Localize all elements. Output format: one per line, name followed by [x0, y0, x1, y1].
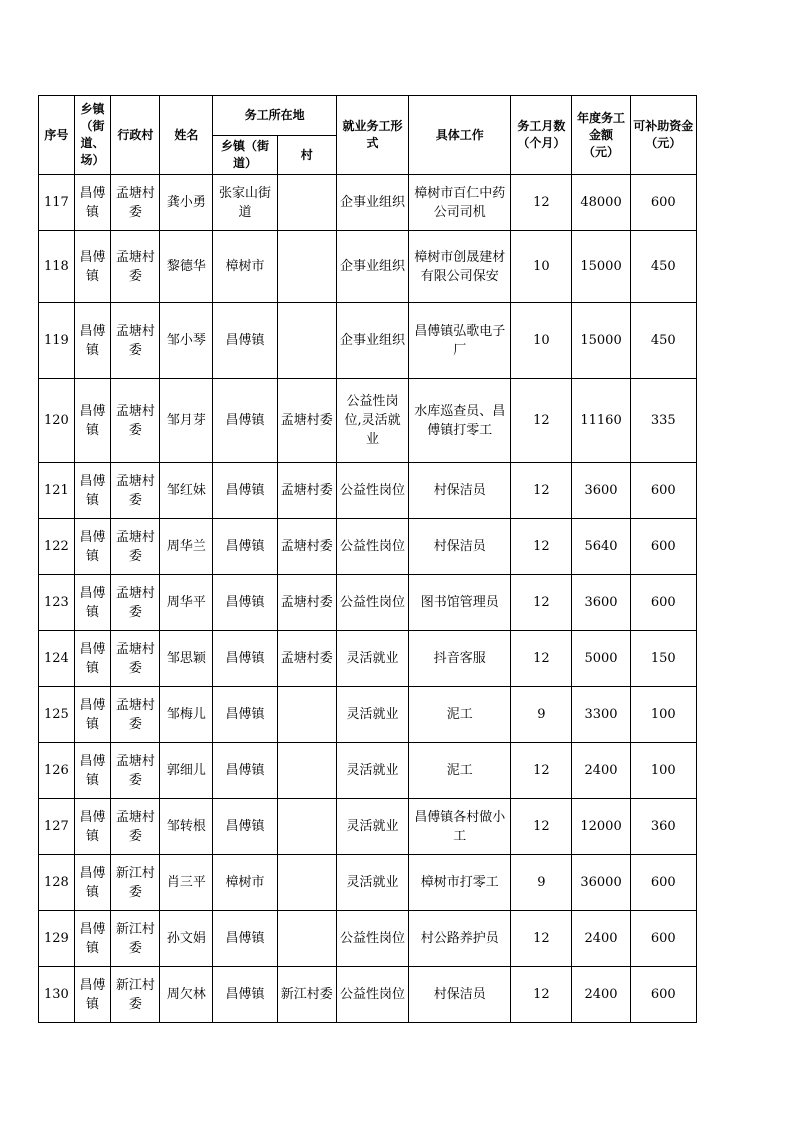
cell-form: 公益性岗位 — [336, 911, 408, 967]
cell-name: 邹小琴 — [160, 303, 213, 379]
cell-loc-town: 昌傅镇 — [213, 575, 277, 631]
cell-job: 樟树市创晟建材有限公司保安 — [409, 231, 511, 303]
cell-name: 周华平 — [160, 575, 213, 631]
header-loc-town: 乡镇（街道） — [213, 136, 277, 175]
cell-village: 孟塘村委 — [111, 631, 160, 687]
cell-loc-town: 昌傅镇 — [213, 519, 277, 575]
cell-village: 孟塘村委 — [111, 687, 160, 743]
cell-seq: 123 — [39, 575, 75, 631]
cell-subsidy: 600 — [630, 967, 696, 1023]
cell-village: 孟塘村委 — [111, 379, 160, 463]
cell-amount: 11160 — [572, 379, 630, 463]
cell-months: 12 — [511, 911, 572, 967]
cell-job: 樟树市百仁中药公司司机 — [409, 175, 511, 231]
table-row — [39, 743, 697, 799]
cell-loc-village: 孟塘村委 — [277, 519, 336, 575]
cell-town: 昌傅镇 — [74, 303, 111, 379]
cell-town: 昌傅镇 — [74, 175, 111, 231]
cell-loc-town: 昌傅镇 — [213, 379, 277, 463]
cell-job: 村公路养护员 — [409, 911, 511, 967]
cell-town: 昌傅镇 — [74, 687, 111, 743]
cell-subsidy: 450 — [630, 231, 696, 303]
cell-loc-town: 昌傅镇 — [213, 631, 277, 687]
cell-job: 图书馆管理员 — [409, 575, 511, 631]
table-row — [39, 687, 697, 743]
cell-seq: 122 — [39, 519, 75, 575]
cell-town: 昌傅镇 — [74, 911, 111, 967]
cell-months: 9 — [511, 687, 572, 743]
cell-seq: 117 — [39, 175, 75, 231]
header-village: 行政村 — [111, 96, 160, 175]
cell-job: 村保洁员 — [409, 519, 511, 575]
table-row — [39, 519, 697, 575]
cell-amount: 3600 — [572, 575, 630, 631]
cell-village: 孟塘村委 — [111, 463, 160, 519]
cell-seq: 125 — [39, 687, 75, 743]
table-row — [39, 463, 697, 519]
cell-months: 10 — [511, 303, 572, 379]
cell-loc-village: 孟塘村委 — [277, 575, 336, 631]
table-row — [39, 855, 697, 911]
cell-form: 灵活就业 — [336, 855, 408, 911]
cell-loc-town: 昌傅镇 — [213, 967, 277, 1023]
table-row — [39, 231, 697, 303]
cell-job: 昌傅镇各村做小工 — [409, 799, 511, 855]
cell-town: 昌傅镇 — [74, 463, 111, 519]
cell-months: 10 — [511, 231, 572, 303]
cell-loc-village — [277, 175, 336, 231]
cell-village: 孟塘村委 — [111, 799, 160, 855]
cell-village: 孟塘村委 — [111, 231, 160, 303]
cell-loc-village — [277, 911, 336, 967]
header-job: 具体工作 — [409, 96, 511, 175]
cell-name: 龚小勇 — [160, 175, 213, 231]
cell-loc-village — [277, 687, 336, 743]
cell-form: 企事业组织 — [336, 231, 408, 303]
table-row — [39, 911, 697, 967]
cell-seq: 119 — [39, 303, 75, 379]
cell-name: 周华兰 — [160, 519, 213, 575]
cell-months: 12 — [511, 575, 572, 631]
cell-subsidy: 600 — [630, 911, 696, 967]
cell-subsidy: 600 — [630, 175, 696, 231]
cell-job: 泥工 — [409, 743, 511, 799]
cell-seq: 128 — [39, 855, 75, 911]
cell-subsidy: 335 — [630, 379, 696, 463]
header-months: 务工月数（个月） — [511, 96, 572, 175]
cell-seq: 126 — [39, 743, 75, 799]
cell-months: 12 — [511, 175, 572, 231]
cell-village: 新江村委 — [111, 855, 160, 911]
cell-months: 12 — [511, 799, 572, 855]
cell-months: 9 — [511, 855, 572, 911]
cell-loc-town: 昌傅镇 — [213, 687, 277, 743]
cell-loc-town: 昌傅镇 — [213, 799, 277, 855]
cell-town: 昌傅镇 — [74, 799, 111, 855]
cell-town: 昌傅镇 — [74, 519, 111, 575]
cell-form: 公益性岗位 — [336, 575, 408, 631]
cell-subsidy: 600 — [630, 575, 696, 631]
cell-town: 昌傅镇 — [74, 743, 111, 799]
cell-name: 邹思颖 — [160, 631, 213, 687]
cell-loc-town: 昌傅镇 — [213, 303, 277, 379]
cell-loc-village — [277, 743, 336, 799]
cell-amount: 2400 — [572, 967, 630, 1023]
cell-loc-town: 张家山街道 — [213, 175, 277, 231]
header-amount: 年度务工金额（元） — [572, 96, 630, 175]
cell-subsidy: 600 — [630, 463, 696, 519]
cell-subsidy: 360 — [630, 799, 696, 855]
table-row — [39, 175, 697, 231]
cell-amount: 2400 — [572, 743, 630, 799]
cell-months: 12 — [511, 519, 572, 575]
cell-form: 公益性岗位 — [336, 967, 408, 1023]
header-seq: 序号 — [39, 96, 75, 175]
header-town: 乡镇（街道、场） — [74, 96, 111, 175]
cell-form: 灵活就业 — [336, 743, 408, 799]
cell-loc-town: 昌傅镇 — [213, 743, 277, 799]
cell-form: 灵活就业 — [336, 799, 408, 855]
cell-form: 灵活就业 — [336, 687, 408, 743]
cell-form: 企事业组织 — [336, 175, 408, 231]
cell-name: 郭细儿 — [160, 743, 213, 799]
cell-seq: 127 — [39, 799, 75, 855]
cell-town: 昌傅镇 — [74, 855, 111, 911]
cell-amount: 48000 — [572, 175, 630, 231]
header-subsidy: 可补助资金（元） — [630, 96, 696, 175]
cell-village: 孟塘村委 — [111, 303, 160, 379]
cell-seq: 124 — [39, 631, 75, 687]
cell-village: 新江村委 — [111, 967, 160, 1023]
cell-form: 公益性岗位 — [336, 463, 408, 519]
cell-subsidy: 600 — [630, 855, 696, 911]
cell-job: 水库巡查员、昌傅镇打零工 — [409, 379, 511, 463]
cell-form: 灵活就业 — [336, 631, 408, 687]
cell-seq: 120 — [39, 379, 75, 463]
cell-amount: 15000 — [572, 231, 630, 303]
cell-job: 村保洁员 — [409, 967, 511, 1023]
cell-months: 12 — [511, 967, 572, 1023]
cell-village: 孟塘村委 — [111, 743, 160, 799]
cell-name: 黎德华 — [160, 231, 213, 303]
header-loc-village: 村 — [277, 136, 336, 175]
cell-amount: 2400 — [572, 911, 630, 967]
cell-months: 12 — [511, 743, 572, 799]
cell-loc-village — [277, 799, 336, 855]
cell-job: 村保洁员 — [409, 463, 511, 519]
cell-town: 昌傅镇 — [74, 231, 111, 303]
cell-loc-village — [277, 303, 336, 379]
table-row — [39, 379, 697, 463]
cell-name: 邹转根 — [160, 799, 213, 855]
cell-town: 昌傅镇 — [74, 379, 111, 463]
cell-village: 孟塘村委 — [111, 575, 160, 631]
cell-amount: 5000 — [572, 631, 630, 687]
cell-loc-village — [277, 231, 336, 303]
header-name: 姓名 — [160, 96, 213, 175]
cell-village: 孟塘村委 — [111, 175, 160, 231]
cell-loc-village: 孟塘村委 — [277, 631, 336, 687]
table-row — [39, 967, 697, 1023]
cell-seq: 130 — [39, 967, 75, 1023]
cell-town: 昌傅镇 — [74, 575, 111, 631]
table-row — [39, 575, 697, 631]
cell-job: 泥工 — [409, 687, 511, 743]
cell-subsidy: 600 — [630, 519, 696, 575]
cell-seq: 121 — [39, 463, 75, 519]
cell-name: 肖三平 — [160, 855, 213, 911]
cell-loc-town: 昌傅镇 — [213, 463, 277, 519]
cell-name: 邹月芽 — [160, 379, 213, 463]
cell-loc-town: 樟树市 — [213, 231, 277, 303]
cell-loc-town: 昌傅镇 — [213, 911, 277, 967]
cell-job: 樟树市打零工 — [409, 855, 511, 911]
cell-loc-village — [277, 855, 336, 911]
cell-job: 昌傅镇弘歌电子厂 — [409, 303, 511, 379]
cell-amount: 5640 — [572, 519, 630, 575]
cell-loc-village: 孟塘村委 — [277, 379, 336, 463]
cell-town: 昌傅镇 — [74, 631, 111, 687]
cell-name: 孙文娟 — [160, 911, 213, 967]
cell-name: 周欠林 — [160, 967, 213, 1023]
cell-loc-town: 樟树市 — [213, 855, 277, 911]
cell-loc-village: 新江村委 — [277, 967, 336, 1023]
cell-form: 公益性岗位,灵活就业 — [336, 379, 408, 463]
header-row — [39, 96, 697, 136]
cell-town: 昌傅镇 — [74, 967, 111, 1023]
cell-seq: 129 — [39, 911, 75, 967]
cell-subsidy: 450 — [630, 303, 696, 379]
cell-months: 12 — [511, 631, 572, 687]
table-row — [39, 631, 697, 687]
header-work-location: 务工所在地 — [213, 96, 336, 136]
cell-months: 12 — [511, 379, 572, 463]
header-form: 就业务工形式 — [336, 96, 408, 175]
cell-seq: 118 — [39, 231, 75, 303]
cell-village: 新江村委 — [111, 911, 160, 967]
cell-village: 孟塘村委 — [111, 519, 160, 575]
employment-subsidy-table — [38, 95, 697, 1023]
cell-form: 公益性岗位 — [336, 519, 408, 575]
cell-amount: 12000 — [572, 799, 630, 855]
cell-months: 12 — [511, 463, 572, 519]
cell-loc-village: 孟塘村委 — [277, 463, 336, 519]
cell-subsidy: 100 — [630, 687, 696, 743]
cell-amount: 3600 — [572, 463, 630, 519]
table-row — [39, 799, 697, 855]
cell-subsidy: 150 — [630, 631, 696, 687]
cell-subsidy: 100 — [630, 743, 696, 799]
cell-form: 企事业组织 — [336, 303, 408, 379]
cell-amount: 3300 — [572, 687, 630, 743]
cell-amount: 36000 — [572, 855, 630, 911]
cell-name: 邹红妹 — [160, 463, 213, 519]
table-row — [39, 303, 697, 379]
cell-amount: 15000 — [572, 303, 630, 379]
cell-name: 邹梅儿 — [160, 687, 213, 743]
cell-job: 抖音客服 — [409, 631, 511, 687]
